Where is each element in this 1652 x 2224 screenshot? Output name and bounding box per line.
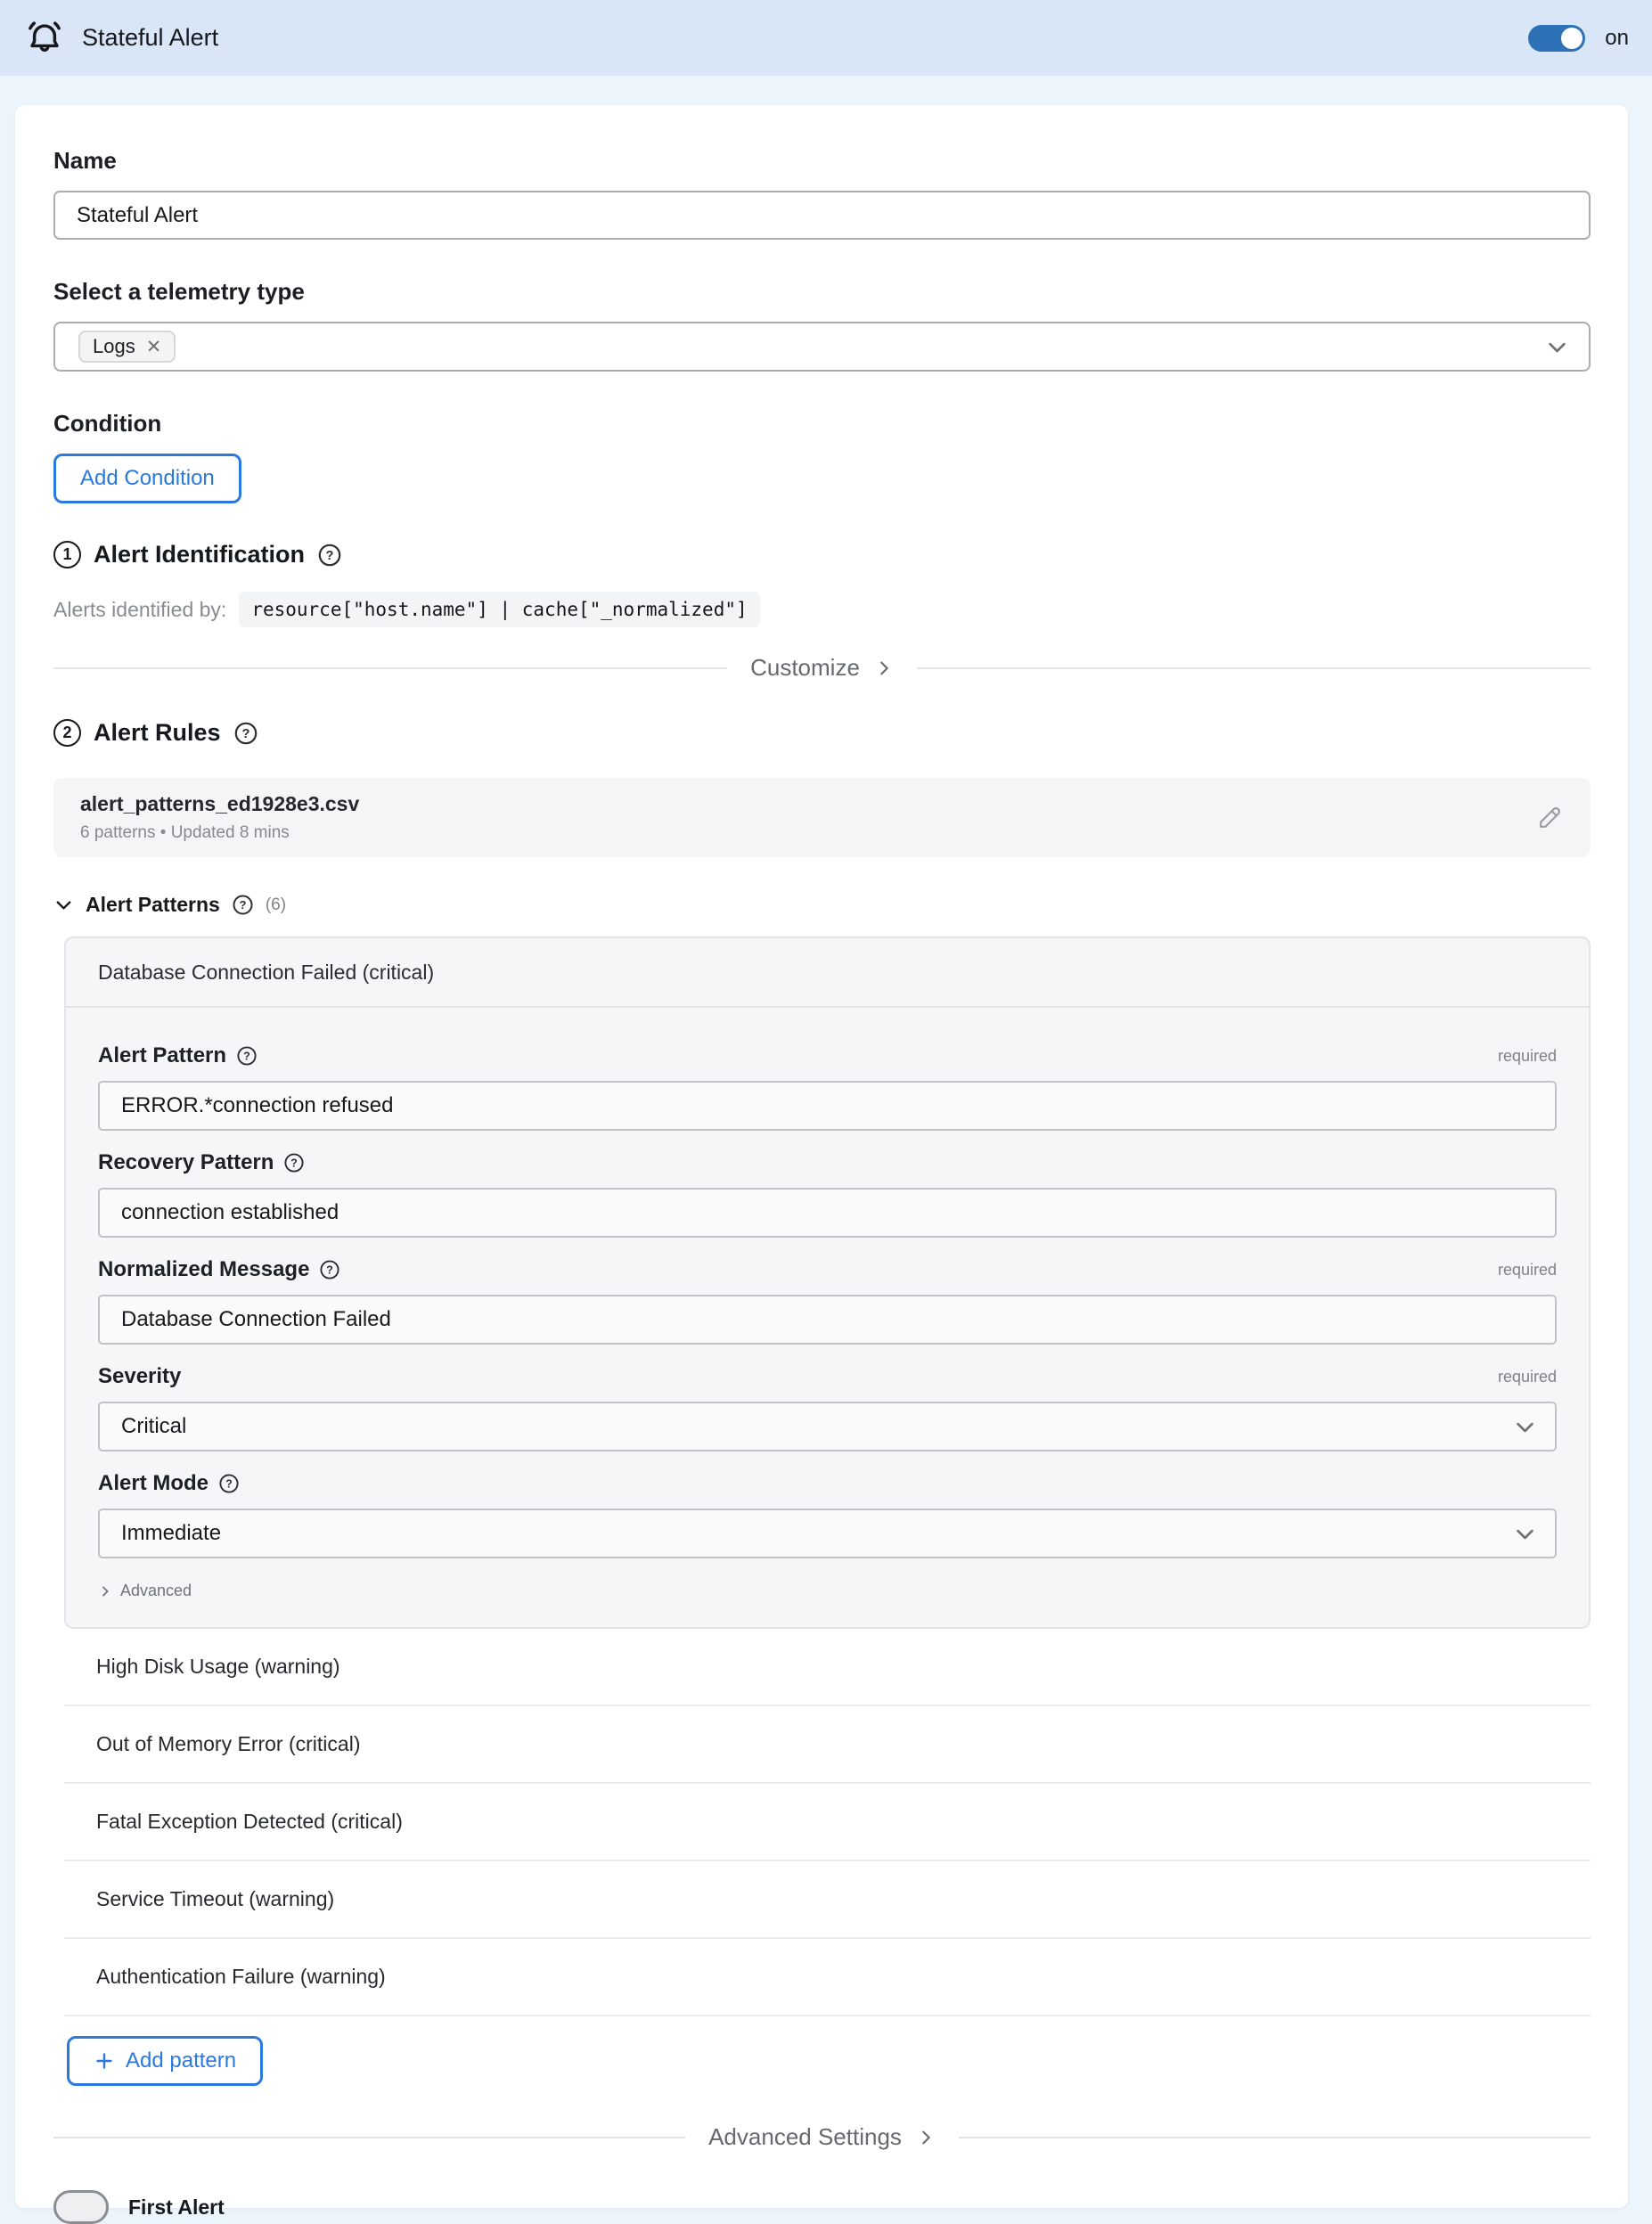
divider-line	[959, 2137, 1591, 2138]
help-icon[interactable]	[236, 1045, 258, 1067]
add-condition-button[interactable]	[53, 454, 241, 503]
condition-label: Condition	[53, 410, 162, 437]
chevron-right-icon	[98, 1584, 112, 1598]
svg-text:?: ?	[243, 1050, 250, 1063]
normalized-message-label	[98, 1257, 340, 1282]
pattern-advanced-link[interactable]	[98, 1582, 1557, 1600]
pattern-row-out-of-memory[interactable]	[64, 1706, 1591, 1784]
identified-by-row	[53, 592, 1591, 627]
pencil-icon	[1536, 804, 1564, 831]
svg-text:?: ?	[241, 726, 249, 741]
divider-line	[53, 2137, 685, 2138]
file-info	[80, 792, 359, 843]
recovery-pattern-label	[98, 1150, 305, 1175]
step-2-icon: 2	[53, 719, 81, 747]
add-condition-label: Add Condition	[80, 466, 215, 490]
bell-icon	[25, 18, 64, 59]
pattern-row-high-disk-usage[interactable]	[64, 1629, 1591, 1706]
telemetry-chip-logs	[78, 331, 176, 363]
severity-label	[98, 1364, 181, 1389]
page-background	[0, 76, 1652, 2219]
severity-value: Critical	[121, 1414, 187, 1438]
alert-identification-heading	[53, 541, 1591, 568]
toggle-knob	[1561, 28, 1582, 49]
help-icon[interactable]	[232, 894, 254, 916]
chevron-down-icon	[53, 895, 74, 915]
customize-link[interactable]	[750, 654, 894, 682]
chip-label: Logs	[93, 335, 135, 357]
label-text: Normalized Message	[98, 1257, 310, 1281]
add-pattern-label: Add pattern	[126, 2048, 237, 2073]
pattern-panel-title: Database Connection Failed (critical)	[98, 960, 435, 984]
pattern-row-authentication-failure[interactable]	[64, 1939, 1591, 2016]
alert-pattern-input[interactable]	[98, 1081, 1557, 1131]
help-icon[interactable]	[233, 721, 258, 746]
telemetry-label: Select a telemetry type	[53, 278, 305, 305]
customize-label: Customize	[750, 654, 860, 681]
divider-line	[53, 667, 727, 669]
label-text: Alert Mode	[98, 1471, 209, 1495]
advanced-settings-divider	[53, 2123, 1591, 2151]
help-icon[interactable]	[317, 543, 342, 568]
normalized-message-input[interactable]	[98, 1295, 1557, 1345]
svg-text:?: ?	[325, 548, 334, 563]
patterns-count-badge: (6)	[265, 895, 287, 914]
help-icon[interactable]	[283, 1152, 305, 1173]
alert-mode-select[interactable]	[98, 1509, 1557, 1558]
identified-by-label: Alerts identified by:	[53, 597, 227, 621]
chevron-right-icon	[916, 2128, 936, 2147]
pattern-row-label: Fatal Exception Detected (critical)	[96, 1810, 403, 1833]
alert-patterns-toggle[interactable]	[53, 893, 1591, 917]
telemetry-select[interactable]	[53, 322, 1591, 372]
footer-toggle-label: First Alert	[128, 2195, 225, 2219]
svg-text:?: ?	[225, 1477, 233, 1491]
chevron-down-icon	[1513, 1415, 1537, 1439]
pattern-panel-header[interactable]	[66, 938, 1589, 1008]
alert-pattern-label	[98, 1043, 258, 1068]
pattern-row-service-timeout[interactable]	[64, 1861, 1591, 1939]
help-icon[interactable]	[218, 1473, 240, 1494]
patterns-file-card	[53, 778, 1591, 857]
pattern-panel-body	[66, 1008, 1589, 1627]
label-text: Alert Pattern	[98, 1043, 227, 1067]
top-bar	[0, 0, 1652, 76]
name-label: Name	[53, 147, 117, 174]
severity-select[interactable]	[98, 1402, 1557, 1451]
footer-toggle[interactable]	[53, 2190, 109, 2224]
normalized-message-label-row	[98, 1257, 1557, 1282]
svg-text:?: ?	[326, 1263, 334, 1277]
recovery-pattern-label-row	[98, 1150, 1557, 1175]
chevron-right-icon	[874, 658, 894, 678]
divider-line	[917, 667, 1591, 669]
chevron-down-icon	[1545, 335, 1569, 359]
pattern-row-label: Authentication Failure (warning)	[96, 1965, 386, 1988]
edit-file-button[interactable]	[1536, 804, 1564, 831]
advanced-label: Advanced	[120, 1582, 192, 1599]
file-name: alert_patterns_ed1928e3.csv	[80, 792, 360, 815]
label-text: Severity	[98, 1364, 182, 1388]
footer-toggle-row	[53, 2190, 1591, 2224]
severity-label-row	[98, 1364, 1557, 1389]
pattern-row-fatal-exception[interactable]	[64, 1784, 1591, 1861]
alert-rules-title: Alert Rules	[94, 719, 221, 746]
svg-text:?: ?	[290, 1157, 299, 1170]
customize-divider	[53, 654, 1591, 682]
alert-rules-heading	[53, 719, 1591, 747]
name-input[interactable]	[53, 191, 1591, 240]
svg-text:?: ?	[239, 898, 247, 912]
alert-pattern-label-row	[98, 1043, 1557, 1068]
alert-mode-label-row	[98, 1471, 1557, 1496]
alert-identification-title: Alert Identification	[94, 541, 306, 568]
chip-remove-icon[interactable]: ✕	[145, 336, 162, 357]
alert-enabled-toggle[interactable]	[1528, 25, 1585, 52]
label-text: Recovery Pattern	[98, 1150, 274, 1174]
plus-icon	[94, 2050, 115, 2072]
advanced-settings-link[interactable]	[708, 2123, 936, 2151]
help-icon[interactable]	[319, 1259, 340, 1280]
required-badge: required	[1497, 1367, 1557, 1386]
page-title: Stateful Alert	[82, 24, 219, 51]
pattern-row-label: Out of Memory Error (critical)	[96, 1732, 361, 1755]
alert-mode-label	[98, 1471, 240, 1496]
file-meta: 6 patterns • Updated 8 mins	[80, 823, 290, 842]
alert-mode-value: Immediate	[121, 1521, 222, 1545]
toggle-state-label: on	[1605, 25, 1629, 50]
pattern-row-label: High Disk Usage (warning)	[96, 1655, 340, 1678]
step-1-icon: 1	[53, 541, 81, 568]
collapsed-pattern-list	[64, 1629, 1591, 2016]
alert-config-card	[15, 105, 1628, 2219]
pattern-panel-expanded	[64, 936, 1591, 1629]
recovery-pattern-input[interactable]	[98, 1188, 1557, 1238]
identified-by-expression: resource["host.name"] | cache["_normalized"]	[239, 592, 759, 627]
pattern-row-label: Service Timeout (warning)	[96, 1887, 335, 1910]
chevron-down-icon	[1513, 1522, 1537, 1546]
required-badge: required	[1497, 1260, 1557, 1279]
alert-patterns-title: Alert Patterns	[86, 893, 220, 916]
add-pattern-button[interactable]	[67, 2036, 263, 2086]
advanced-settings-label: Advanced Settings	[708, 2123, 902, 2150]
required-badge: required	[1497, 1046, 1557, 1065]
